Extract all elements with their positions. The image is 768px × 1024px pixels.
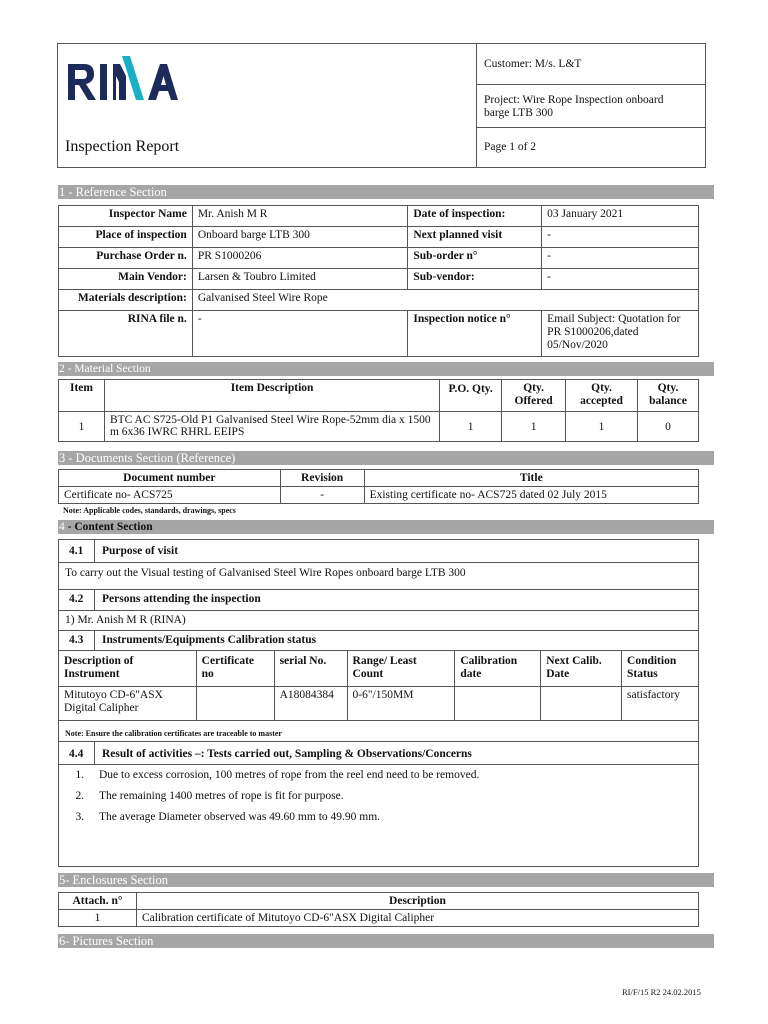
section-material-heading: 2 - Material Section <box>58 362 714 376</box>
inst-header-condition: Condition Status <box>622 651 699 687</box>
s43-number: 4.3 <box>69 634 84 646</box>
next-visit-value: - <box>542 227 699 248</box>
header-box <box>57 43 706 168</box>
section-pictures-heading: 6- Pictures Section <box>58 934 714 948</box>
po-value: PR S1000206 <box>192 248 408 269</box>
material-header-po-qty: P.O. Qty. <box>440 380 502 412</box>
table-row <box>59 910 699 927</box>
content-box <box>58 539 699 867</box>
list-item <box>87 769 667 781</box>
subvendor-label: Sub-vendor: <box>408 269 542 290</box>
material-header-accepted: Qty. accepted <box>566 380 638 412</box>
table-row <box>59 487 699 504</box>
enclosures-header-attach: Attach. n° <box>59 893 137 910</box>
s43-title: Instruments/Equipments Calibration status <box>102 634 317 646</box>
s41-title: Purpose of visit <box>102 545 179 557</box>
table-row <box>59 687 699 721</box>
documents-table <box>58 469 699 504</box>
material-po-qty: 1 <box>440 412 502 442</box>
customer: Customer: M/s. L&T <box>484 58 582 70</box>
inst-header-serial: serial No. <box>274 651 347 687</box>
inst-header-description: Description of Instrument <box>59 651 197 687</box>
s42-title: Persons attending the inspection <box>102 593 261 605</box>
vendor-label: Main Vendor: <box>59 269 193 290</box>
inst-condition: satisfactory <box>622 687 699 721</box>
inst-description: Mitutoyo CD-6"ASX Digital Calipher <box>59 687 197 721</box>
results-list <box>87 769 667 823</box>
footer-code: RI/F/15 R2 24.02.2015 <box>622 987 701 997</box>
place-label: Place of inspection <box>59 227 193 248</box>
enclosures-header-description: Description <box>136 893 698 910</box>
material-item: 1 <box>59 412 105 442</box>
s42-number: 4.2 <box>69 593 84 605</box>
material-header-item: Item <box>59 380 105 412</box>
document-number: Certificate no- ACS725 <box>59 487 281 504</box>
section-content-heading <box>58 520 714 534</box>
inspector-label: Inspector Name <box>59 206 193 227</box>
s44-number: 4.4 <box>69 748 84 760</box>
enclosure-description: Calibration certificate of Mitutoyo CD-6"ASX Digital Calipher <box>136 910 698 927</box>
rina-file-value: - <box>192 311 408 357</box>
documents-header-title: Title <box>364 470 698 487</box>
result-3: The average Diameter observed was 49.60 mm to 49.90 mm. <box>99 811 381 823</box>
inst-serial: A18084384 <box>274 687 347 721</box>
document-revision: - <box>280 487 364 504</box>
material-balance: 0 <box>637 412 698 442</box>
material-offered: 1 <box>502 412 566 442</box>
materials-label: Materials description: <box>59 290 193 311</box>
subvendor-value: - <box>542 269 699 290</box>
reference-table <box>58 205 699 357</box>
section-documents-heading: 3 - Documents Section (Reference) <box>58 451 714 465</box>
materials-value: Galvanised Steel Wire Rope <box>192 290 698 311</box>
inst-calibration <box>455 687 541 721</box>
suborder-label: Sub-order n° <box>408 248 542 269</box>
inst-header-next-calib: Next Calib. Date <box>541 651 622 687</box>
s44-title: Result of activities –: Tests carried out, Sampling & Observations/Concerns <box>102 748 472 760</box>
section-enclosures-heading: 5- Enclosures Section <box>58 873 714 887</box>
suborder-value: - <box>542 248 699 269</box>
enclosures-table <box>58 892 699 927</box>
result-1: Due to excess corrosion, 100 metres of rope from the reel end need to be removed. <box>99 769 480 781</box>
inst-header-calibration: Calibration date <box>455 651 541 687</box>
calibration-note: Note: Ensure the calibration certificates are traceable to master <box>65 729 282 738</box>
date-value: 03 January 2021 <box>542 206 699 227</box>
list-item <box>87 790 667 802</box>
document-title: Existing certificate no- ACS725 dated 02 July 2015 <box>364 487 698 504</box>
instruments-table <box>58 650 699 721</box>
date-label: Date of inspection: <box>408 206 542 227</box>
material-table <box>58 379 699 442</box>
list-item <box>87 811 667 823</box>
documents-header-number: Document number <box>59 470 281 487</box>
vendor-value: Larsen & Toubro Limited <box>192 269 408 290</box>
result-2: The remaining 1400 metres of rope is fit for purpose. <box>99 790 344 802</box>
material-header-offered: Qty. Offered <box>502 380 566 412</box>
inst-header-range: Range/ Least Count <box>347 651 455 687</box>
table-row <box>59 412 699 442</box>
s42-text: 1) Mr. Anish M R (RINA) <box>65 614 186 626</box>
po-label: Purchase Order n. <box>59 248 193 269</box>
inst-next-calib <box>541 687 622 721</box>
report-title: Inspection Report <box>65 138 180 155</box>
notice-label: Inspection notice n° <box>408 311 542 357</box>
place-value: Onboard barge LTB 300 <box>192 227 408 248</box>
rina-file-label: RINA file n. <box>59 311 193 357</box>
inspector-value: Mr. Anish M R <box>192 206 408 227</box>
s41-number: 4.1 <box>69 545 84 557</box>
section-reference-heading: 1 - Reference Section <box>58 185 714 199</box>
project: Project: Wire Rope Inspection onboard barge LTB 300 <box>484 94 664 119</box>
s41-text: To carry out the Visual testing of Galvanised Steel Wire Ropes onboard barge LTB 300 <box>65 567 466 579</box>
documents-note: Note: Applicable codes, standards, drawings, specs <box>63 506 236 515</box>
material-description: BTC AC S725-Old P1 Galvanised Steel Wire Rope-52mm dia x 1500 m 6x36 IWRC RHRL EEIPS <box>104 412 439 442</box>
next-visit-label: Next planned visit <box>408 227 542 248</box>
inst-certificate <box>196 687 274 721</box>
enclosure-number: 1 <box>59 910 137 927</box>
material-header-balance: Qty. balance <box>637 380 698 412</box>
section-content-number: 4 <box>59 521 65 533</box>
inst-header-certificate: Certificate no <box>196 651 274 687</box>
material-header-description: Item Description <box>104 380 439 412</box>
page-number: Page 1 of 2 <box>484 141 537 153</box>
inst-range: 0-6"/150MM <box>347 687 455 721</box>
documents-header-revision: Revision <box>280 470 364 487</box>
logo <box>66 52 178 112</box>
notice-value: Email Subject: Quotation for PR S1000206,dated 05/Nov/2020 <box>542 311 699 357</box>
section-content-title: - Content Section <box>64 521 153 533</box>
rina-logo-icon <box>66 52 178 112</box>
material-accepted: 1 <box>566 412 638 442</box>
